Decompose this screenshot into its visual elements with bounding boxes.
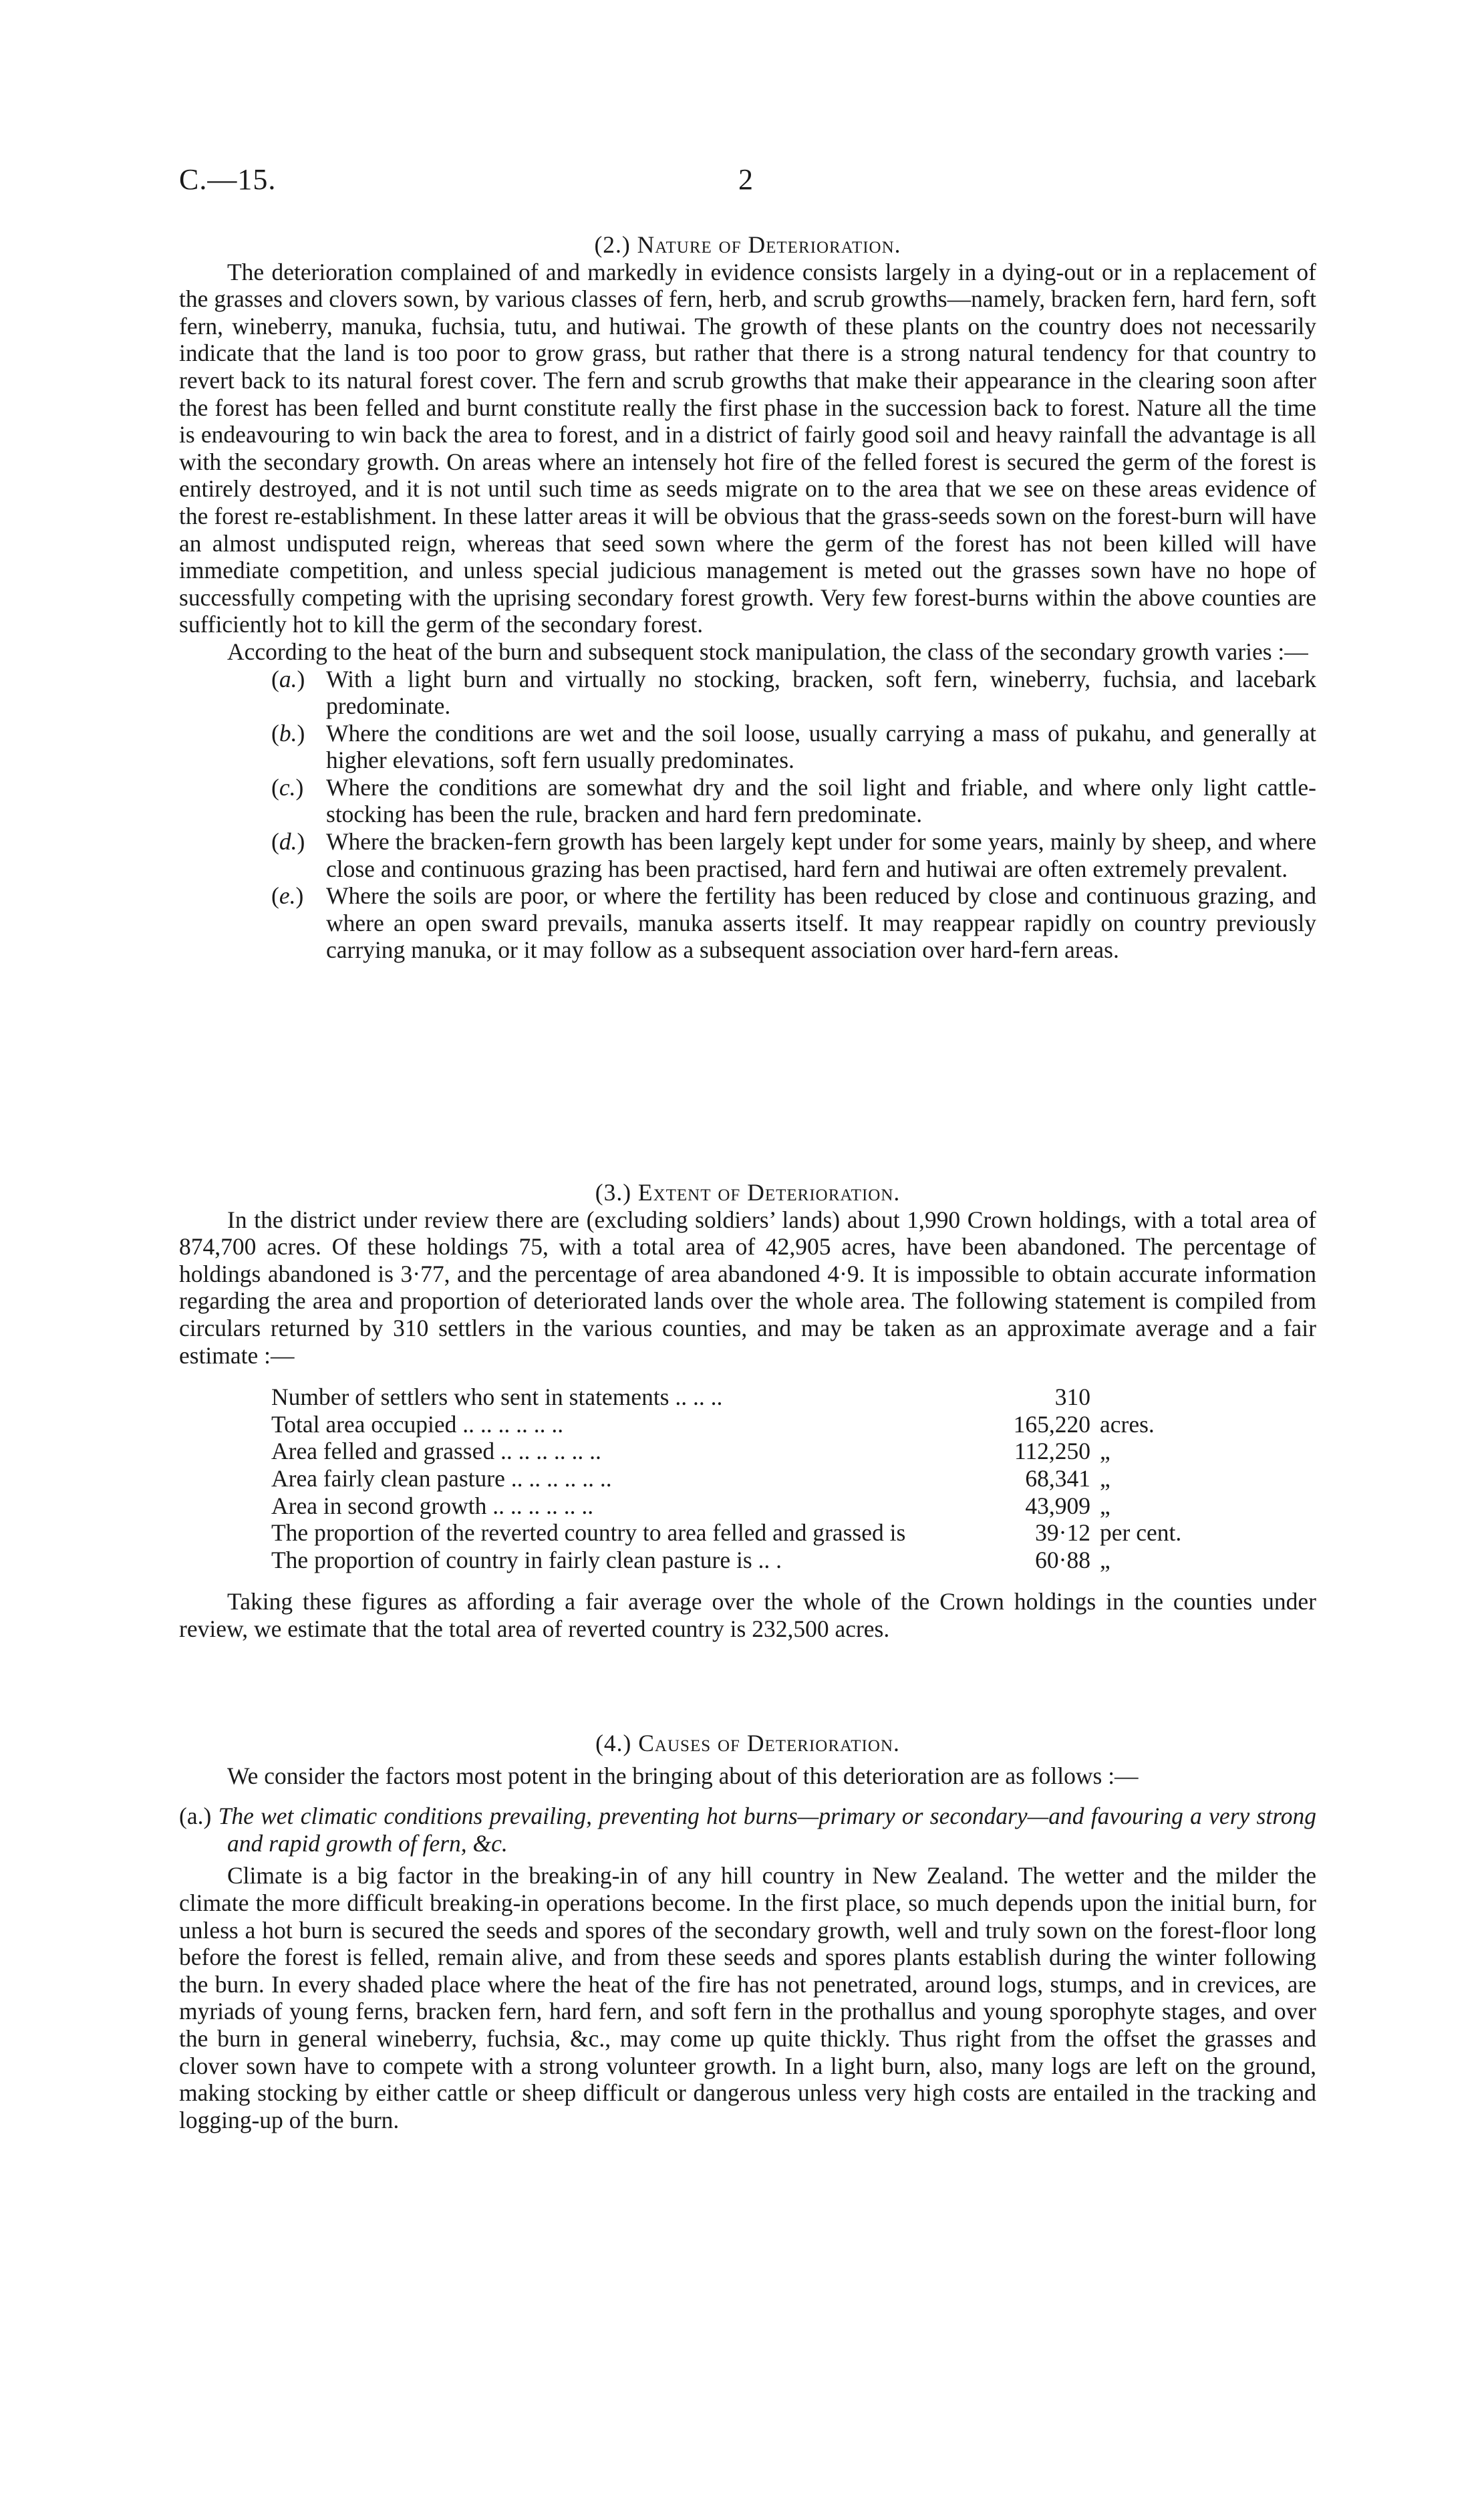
item-text: Where the conditions are somewhat dry and the soil light and friable, and where only light cattle-stocking has been the rule, bracken and hard fern predominate. [326,773,1316,828]
item-label: b. [279,719,297,747]
page-number: 2 [738,163,753,196]
stat-value: 165,220 [1013,1410,1090,1438]
item-text: The wet climatic conditions prevailing, preventing hot burns—primary or secondary—and favouring a very strong and rapid growth of fern, &c. [218,1803,1316,1857]
stat-label: Total area occupied .. .. .. .. .. .. [271,1410,564,1438]
stat-unit: acres. [1100,1410,1155,1438]
stat-value: 68,341 [1025,1464,1090,1492]
stat-label: Area in second growth .. .. .. .. .. .. [271,1492,594,1519]
stat-value: 60·88 [1035,1546,1090,1573]
stat-label: The proportion of the reverted country to area felled and grassed is [271,1519,906,1547]
item-text: Where the soils are poor, or where the fertility has been reduced by close and continuous grazing, and where an open sward prevails, manuka asserts itself. It may reappear rapidly on country previously carrying manuka, or it may follow as a subsequent association over hard-fern areas. [326,882,1316,964]
item-text: Where the bracken-fern growth has been largely kept under for some years, mainly by sheep, and where close and continuous grazing has been practised, hard fern and hutiwai are often extremely prevalent. [326,828,1316,882]
document-reference: C.—15. [179,163,277,196]
list-item: (c.) Where the conditions are somewhat dry and the soil light and friable, and where only light cattle-stocking has been the rule, bracken and hard fern predominate. [271,773,1316,828]
table-row [271,1492,1200,1520]
table-row [271,1519,1200,1547]
table-row [271,1547,1200,1574]
nature-paragraph-1: The deterioration complained of and markedly in evidence consists largely in a dying-out or in a replacement of the grasses and clovers sown, by various classes of fern, herb, and scrub growths—namely, bracken fern, hard fern, soft fern, wineberry, manuka, fuchsia, tutu, and hutiwai. The growth of these plants on the country does not necessarily indicate that the land is too poor to grow grass, but rather that there is a strong natural tendency for that country to revert back to its natural forest cover. The fern and scrub growths that make their appearance in the clearing soon after the forest has been felled and burnt constitute really the first phase in the succession back to forest. Nature all the time is endeavouring to win back the area to forest, and in a district of fairly good soil and heavy rainfall the advantage is all with the secondary growth. On areas where an intensely hot fire of the felled forest is secured the germ of the forest is entirely destroyed, and it is not until such time as seeds migrate on to the area that we see on these areas evidence of the forest re-establishment. In these latter areas it will be obvious that the grass-seeds sown on the forest-burn will have an almost undisputed reign, whereas that seed sown where the germ of the forest has not been killed will have immediate competition, and unless special judicious management is meted out the grasses sown have no hope of successfully competing with the uprising secondary forest growth. Very few forest-burns within the above counties are sufficiently hot to kill the germ of the secondary forest. [179,258,1316,638]
statistics-table [271,1384,1200,1573]
secondary-growth-list [179,666,1316,964]
section-nature [179,231,1316,964]
item-label: a. [279,665,297,692]
table-row [271,1438,1200,1465]
item-label: c. [279,773,296,801]
item-text: With a light burn and virtually no stocking, bracken, soft fern, wineberry, fuchsia, and lacebark predominate. [326,665,1316,720]
section-heading-nature: (2.) Nature of Deterioration. [594,231,901,258]
stat-unit: „ [1100,1438,1110,1465]
table-row [271,1411,1200,1438]
item-label: (a.) [179,1803,212,1830]
stat-unit: „ [1100,1464,1110,1492]
list-item: (b.) Where the conditions are wet and the soil loose, usually carrying a mass of pukahu, and generally at higher elevations, soft fern usually predominates. [271,719,1316,774]
stat-unit: per cent. [1100,1519,1182,1547]
stat-label: Area fairly clean pasture .. .. .. .. .. .. [271,1464,612,1492]
section-heading-extent: (3.) Extent of Deterioration. [595,1179,901,1206]
cause-a-heading [179,1803,1316,1857]
table-row [271,1465,1200,1492]
stat-label: The proportion of country in fairly clean pasture is .. . [271,1546,782,1573]
causes-intro: We consider the factors most potent in the bringing about of this deterioration are as follows :— [227,1762,1139,1789]
section-extent [179,1179,1316,1643]
stat-value: 310 [1054,1384,1090,1411]
stat-value: 39·12 [1035,1519,1090,1547]
list-item: (d.) Where the bracken-fern growth has been largely kept under for some years, mainly by sheep, and where close and continuous grazing has been practised, hard fern and hutiwai are often extremely prevalent. [271,828,1316,882]
stat-label: Area felled and grassed .. .. .. .. .. .. [271,1438,601,1465]
item-label: e. [279,882,296,910]
list-item: (e.) Where the soils are poor, or where the fertility has been reduced by close and continuous grazing, and where an open sward prevails, manuka asserts itself. It may reappear rapidly on country previously carrying manuka, or it may follow as a subsequent association over hard-fern areas. [271,882,1316,964]
section-heading-causes: (4.) Causes of Deterioration. [595,1730,900,1756]
stat-value: 112,250 [1014,1438,1090,1465]
stat-unit: „ [1100,1492,1110,1519]
extent-paragraph-2: Taking these figures as affording a fair average over the whole of the Crown holdings in the counties under review, we estimate that the total area of reverted country is 232,500 acres. [179,1588,1316,1642]
list-item: (a.) With a light burn and virtually no stocking, bracken, soft fern, wineberry, fuchsia, and lacebark predominate. [271,665,1316,720]
nature-paragraph-2: According to the heat of the burn and subsequent stock manipulation, the class of the secondary growth varies :— [227,638,1308,665]
stat-unit: „ [1100,1546,1110,1573]
stat-label: Number of settlers who sent in statements .. .. .. [271,1384,723,1411]
causes-paragraph-1: Climate is a big factor in the breaking-in of any hill country in New Zealand. The wetter and the milder the climate the more difficult breaking-in operations become. In the first place, so much depends upon the initial burn, for unless a hot burn is secured the seeds and spores of the secondary growth, well and truly sown on the forest-floor long before the forest is felled, remain alive, and from these seeds and spores plants establish during the winter following the burn. In every shaded place where the heat of the fire has not penetrated, around logs, stumps, and in crevices, are myriads of young ferns, bracken fern, hard fern, and soft fern in the prothallus and young sporophyte stages, and over the burn in general wineberry, fuchsia, &c., may come up quite thickly. Thus right from the offset the grasses and clover sown have to compete with a strong volunteer growth. In a light burn, also, many logs are left on the ground, making stocking by either cattle or sheep difficult or dangerous unless very high costs are entailed in the tracking and logging-up of the burn. [179,1862,1316,2133]
extent-paragraph-1: In the district under review there are (excluding soldiers’ lands) about 1,990 Crown holdings, with a total area of 874,700 acres. Of these holdings 75, with a total area of 42,905 acres, have been abandoned. The percentage of holdings abandoned is 3·77, and the percentage of area abandoned 4·9. It is impossible to obtain accurate information regarding the area and proportion of deteriorated lands over the whole area. The following statement is compiled from circulars returned by 310 settlers in the various counties, and may be taken as an approximate average and a fair estimate :— [179,1206,1316,1369]
stat-value: 43,909 [1025,1492,1090,1519]
item-label: d. [279,828,297,856]
section-causes [179,1730,1316,2133]
item-text: Where the conditions are wet and the soil loose, usually carrying a mass of pukahu, and generally at higher elevations, soft fern usually predominates. [326,719,1316,774]
table-row [271,1384,1200,1411]
